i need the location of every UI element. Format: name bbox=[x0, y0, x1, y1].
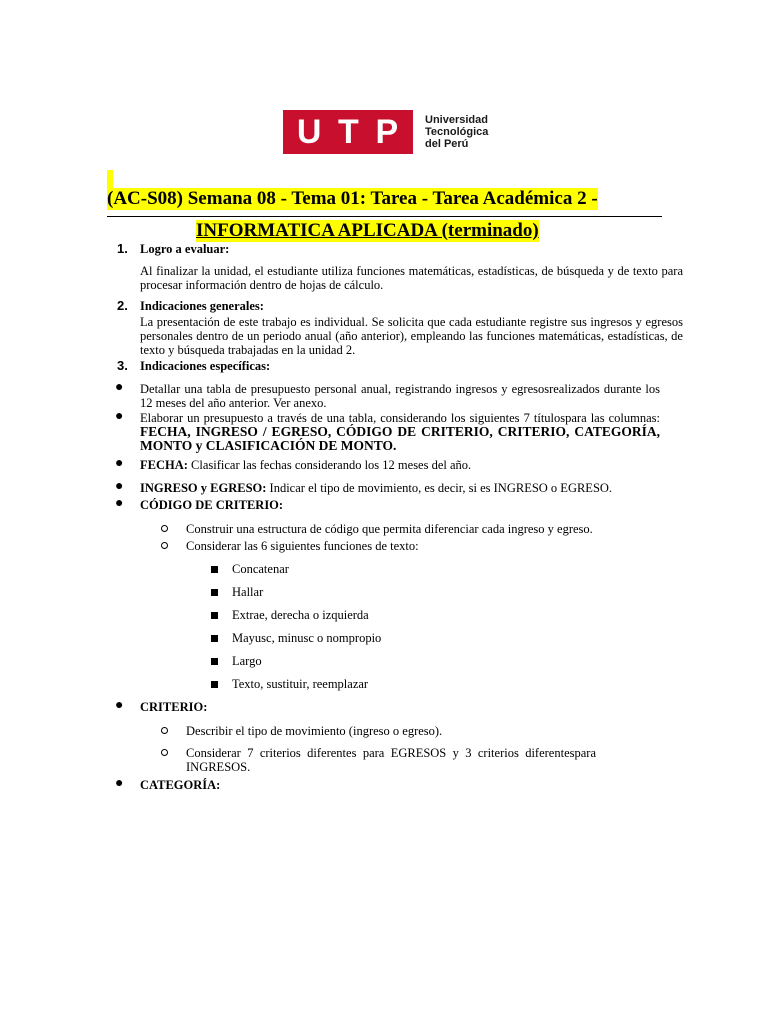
list-item-categoria bbox=[140, 778, 660, 792]
page-title-line-1: (AC-S08) Semana 08 - Tema 01: Tarea - Tarea Académica 2 - bbox=[107, 188, 598, 209]
logo-name-line: del Perú bbox=[425, 138, 469, 150]
title-divider bbox=[107, 216, 662, 217]
logo-name-line: Tecnológica bbox=[425, 126, 489, 138]
function-item: Texto, sustituir, reemplazar bbox=[232, 677, 369, 691]
utp-logo-mark bbox=[283, 110, 413, 154]
list-item-fecha-label: FECHA: bbox=[140, 458, 188, 472]
list-item-fecha-text: Clasificar las fechas considerando los 12 meses del año. bbox=[187, 458, 472, 472]
section-heading-3: Indicaciones específicas: bbox=[140, 359, 271, 373]
sub-bullet-marker bbox=[161, 749, 168, 756]
section-number-1: 1. bbox=[117, 241, 128, 256]
square-bullet-marker bbox=[211, 589, 218, 596]
function-item: Extrae, derecha o izquierda bbox=[232, 608, 369, 622]
logo-letter-p: P bbox=[375, 112, 400, 151]
list-item-columnas bbox=[140, 411, 660, 453]
list-item-criterio bbox=[140, 700, 660, 714]
list-item-columnas-text: Elaborar un presupuesto a través de una tabla, considerando los siguientes 7 títulospara las columnas: bbox=[140, 411, 660, 425]
list-item-categoria-label: CATEGORÍA: bbox=[140, 778, 221, 792]
bullet-marker: ● bbox=[115, 456, 124, 471]
utp-logo-name bbox=[425, 114, 488, 150]
square-bullet-marker bbox=[211, 658, 218, 665]
list-item-criterio-label: CRITERIO: bbox=[140, 700, 208, 714]
section-text-2: La presentación de este trabajo es individual. Se solicita que cada estudiante registre sus ingresos y egresos personales dentro de un periodo anual (año anterior), empleando las funciones matemáticas, estadísticas, de texto y búsqueda trabajadas en la unidad 2. bbox=[140, 315, 683, 357]
logo-name-line: Universidad bbox=[425, 114, 488, 126]
logo-letter-t: T bbox=[338, 112, 360, 151]
bullet-marker: ● bbox=[115, 409, 124, 424]
section-text-1: Al finalizar la unidad, el estudiante utiliza funciones matemáticas, estadísticas, de búsqueda y de texto para procesar información dentro de hojas de cálculo. bbox=[140, 264, 683, 292]
list-item-codigo-criterio-label: CÓDIGO DE CRITERIO: bbox=[140, 498, 284, 512]
bullet-marker: ● bbox=[115, 496, 124, 511]
function-item: Hallar bbox=[232, 585, 264, 599]
list-item-ingreso-egreso-text: Indicar el tipo de movimiento, es decir, si es INGRESO o EGRESO. bbox=[266, 481, 613, 495]
section-number-3: 3. bbox=[117, 358, 128, 373]
sub-item-estructura: Construir una estructura de código que permita diferenciar cada ingreso y egreso. bbox=[186, 522, 593, 536]
sub-item-criterios: Considerar 7 criterios diferentes para EGRESOS y 3 criterios diferentespara INGRESOS. bbox=[186, 746, 596, 774]
sub-bullet-marker bbox=[161, 525, 168, 532]
list-item-fecha bbox=[140, 458, 660, 472]
title-highlight-marker bbox=[107, 170, 113, 190]
function-item: Largo bbox=[232, 654, 262, 668]
square-bullet-marker bbox=[211, 566, 218, 573]
logo-letter-u: U bbox=[296, 112, 323, 151]
square-bullet-marker bbox=[211, 612, 218, 619]
list-item-presupuesto: Detallar una tabla de presupuesto personal anual, registrando ingresos y egresosrealizados durante los 12 meses del año anterior. Ver anexo. bbox=[140, 382, 660, 410]
sub-item-funciones: Considerar las 6 siguientes funciones de texto: bbox=[186, 539, 419, 553]
sub-item-tipo-movimiento: Describir el tipo de movimiento (ingreso o egreso). bbox=[186, 724, 443, 738]
list-item-columnas-bold: FECHA, INGRESO / EGRESO, CÓDIGO DE CRITERIO, CRITERIO, CATEGORÍA, MONTO y CLASIFICACIÓN DE MONTO. bbox=[140, 424, 660, 453]
list-item-ingreso-egreso bbox=[140, 481, 660, 495]
function-item: Concatenar bbox=[232, 562, 289, 576]
page-title-line-2: INFORMATICA APLICADA (terminado) bbox=[196, 220, 539, 241]
sub-bullet-marker bbox=[161, 727, 168, 734]
list-item-codigo-criterio bbox=[140, 498, 660, 512]
section-heading-1: Logro a evaluar: bbox=[140, 242, 230, 256]
list-item-ingreso-egreso-label: INGRESO y EGRESO: bbox=[140, 481, 267, 495]
function-item: Mayusc, minusc o nompropio bbox=[232, 631, 382, 645]
bullet-marker: ● bbox=[115, 479, 124, 494]
bullet-marker: ● bbox=[115, 698, 124, 713]
bullet-marker: ● bbox=[115, 380, 124, 395]
bullet-marker: ● bbox=[115, 776, 124, 791]
section-heading-2: Indicaciones generales: bbox=[140, 299, 264, 313]
sub-bullet-marker bbox=[161, 542, 168, 549]
square-bullet-marker bbox=[211, 681, 218, 688]
square-bullet-marker bbox=[211, 635, 218, 642]
utp-logo bbox=[283, 110, 488, 154]
section-number-2: 2. bbox=[117, 298, 128, 313]
